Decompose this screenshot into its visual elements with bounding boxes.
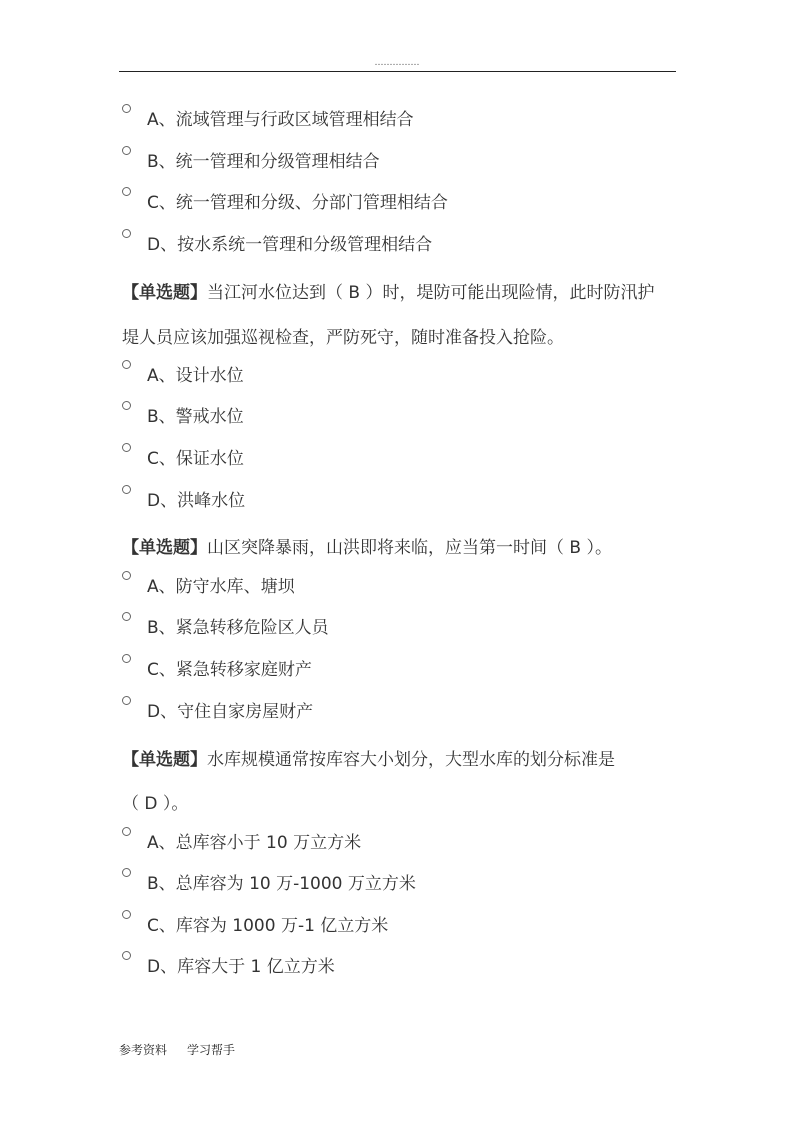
radio-button[interactable] <box>122 910 131 919</box>
footer-left-text: 参考资料 <box>119 1043 168 1057</box>
question-line: （ D ）。 <box>122 794 189 814</box>
question-line: 山区突降暴雨，山洪即将来临，应当第一时间（ B ）。 <box>207 538 612 558</box>
radio-button[interactable] <box>122 696 131 705</box>
question-text-continued <box>122 325 564 351</box>
question-line: 当江河水位达到（ B ）时，堤防可能出现险情，此时防汛护 <box>207 283 655 303</box>
question-type-tag: 【单选题】 <box>122 283 207 303</box>
question-text-continued <box>122 791 188 817</box>
radio-button[interactable] <box>122 827 131 836</box>
radio-button[interactable] <box>122 229 131 238</box>
option-label: A、设计水位 <box>147 366 244 386</box>
option-label: A、流域管理与行政区域管理相结合 <box>147 110 414 130</box>
option-label: B、统一管理和分级管理相结合 <box>147 152 380 172</box>
option-label: B、紧急转移危险区人员 <box>147 618 329 638</box>
radio-button[interactable] <box>122 485 131 494</box>
header-dots: …………… <box>374 58 420 68</box>
option-label: D、按水系统一管理和分级管理相结合 <box>147 235 433 255</box>
question-line: 水库规模通常按库容大小划分，大型水库的划分标准是 <box>207 750 615 770</box>
option-label: D、库容大于 1 亿立方米 <box>147 957 335 977</box>
radio-button[interactable] <box>122 187 131 196</box>
question-type-tag: 【单选题】 <box>122 538 207 558</box>
radio-button[interactable] <box>122 360 131 369</box>
option-label: D、守住自家房屋财产 <box>147 702 314 722</box>
question-type-tag: 【单选题】 <box>122 750 207 770</box>
option-label: D、洪峰水位 <box>147 491 246 511</box>
option-label: A、防守水库、塘坝 <box>147 577 295 597</box>
page-footer <box>119 1041 235 1058</box>
question-text <box>122 747 615 773</box>
question-line: 堤人员应该加强巡视检查，严防死守，随时准备投入抢险。 <box>122 328 564 348</box>
radio-button[interactable] <box>122 654 131 663</box>
option-label: A、总库容小于 10 万立方米 <box>147 833 362 853</box>
radio-button[interactable] <box>122 401 131 410</box>
question-text <box>122 280 654 306</box>
radio-button[interactable] <box>122 868 131 877</box>
radio-button[interactable] <box>122 951 131 960</box>
option-label: B、总库容为 10 万-1000 万立方米 <box>147 874 416 894</box>
radio-button[interactable] <box>122 571 131 580</box>
option-label: B、警戒水位 <box>147 407 244 427</box>
radio-button[interactable] <box>122 612 131 621</box>
footer-right-text: 学习帮手 <box>187 1043 236 1057</box>
option-label: C、保证水位 <box>147 449 244 469</box>
radio-button[interactable] <box>122 146 131 155</box>
radio-button[interactable] <box>122 104 131 113</box>
option-label: C、紧急转移家庭财产 <box>147 660 312 680</box>
option-label: C、统一管理和分级、分部门管理相结合 <box>147 193 448 213</box>
radio-button[interactable] <box>122 443 131 452</box>
question-text <box>122 535 612 561</box>
option-label: C、库容为 1000 万-1 亿立方米 <box>147 916 389 936</box>
